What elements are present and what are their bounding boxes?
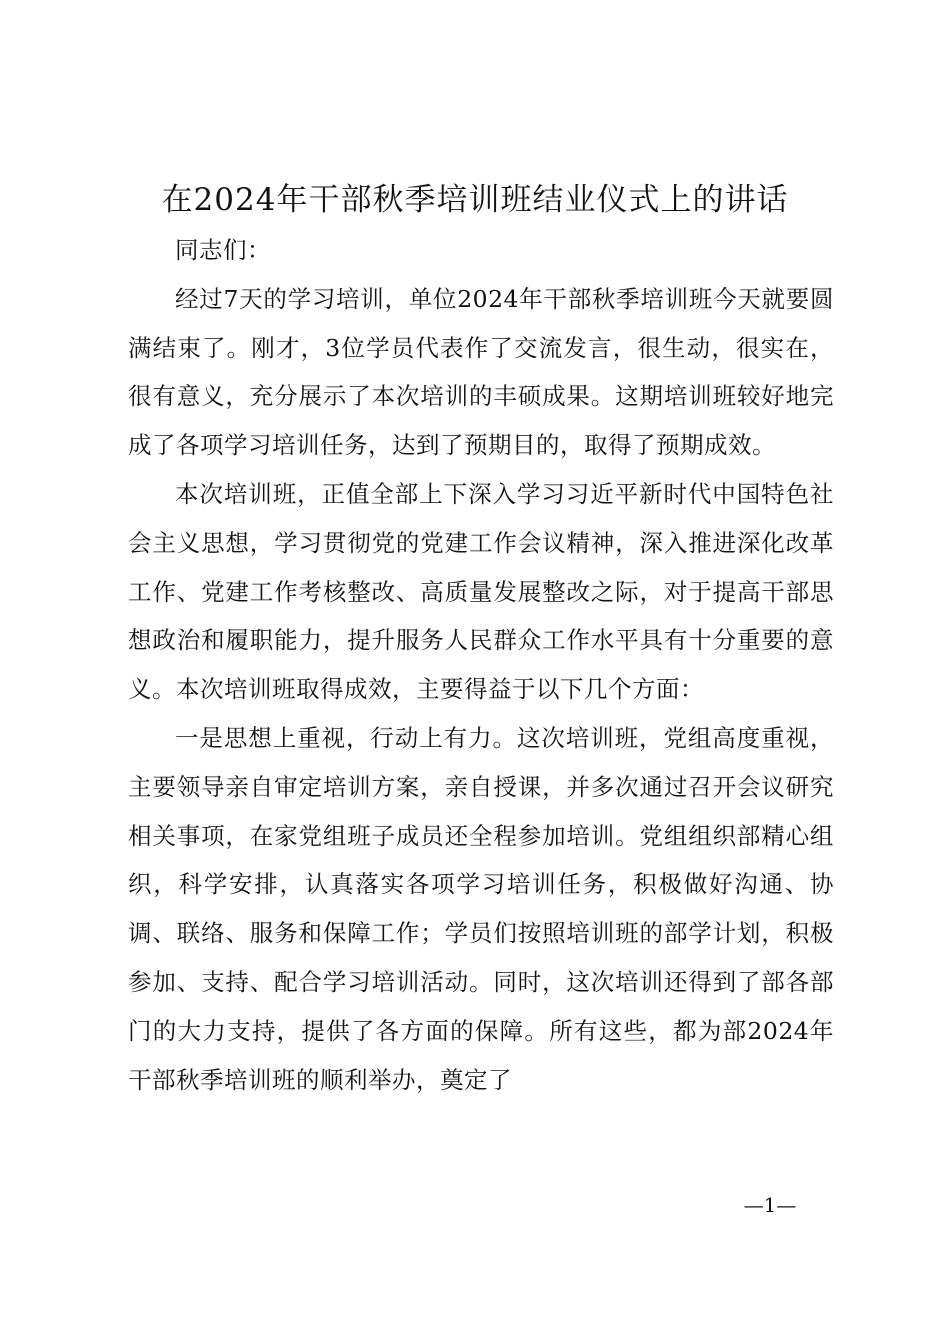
body-paragraph: 经过7天的学习培训，单位2024年干部秋季培训班今天就要圆满结束了。刚才，3位学员代表作了交流发言，很生动，很实在，很有意义，充分展示了本次培训的丰硕成果。这期培训班较好地完成了各项学习培训任务，达到了预期目的，取得了预期成效。 [128, 284, 834, 460]
salutation-paragraph: 同志们： [175, 236, 271, 264]
document-title: 在2024年干部秋季培训班结业仪式上的讲话 [161, 182, 789, 218]
page-number: —1— [743, 1193, 797, 1217]
body-paragraph: 本次培训班，正值全部上下深入学习习近平新时代中国特色社会主义思想，学习贯彻党的党建工作会议精神，深入推进深化改革工作、党建工作考核整改、高质量发展整改之际，对于提高干部思想政治和履职能力，提升服务人民群众工作水平具有十分重要的意义。本次培训班取得成效，主要得益于以下几个方面： [128, 479, 834, 704]
body-paragraph: 一是思想上重视，行动上有力。这次培训班，党组高度重视，主要领导亲自审定培训方案，亲自授课，并多次通过召开会议研究相关事项，在家党组班子成员还全程参加培训。党组组织部精心组织，科学安排，认真落实各项学习培训任务，积极做好沟通、协调、联络、服务和保障工作；学员们按照培训班的部学计划，积极参加、支持、配合学习培训活动。同时，这次培训还得到了部各部门的大力支持，提供了各方面的保障。所有这些，都为部2024年干部秋季培训班的顺利举办，奠定了 [128, 723, 834, 1094]
document-body [128, 226, 834, 1104]
